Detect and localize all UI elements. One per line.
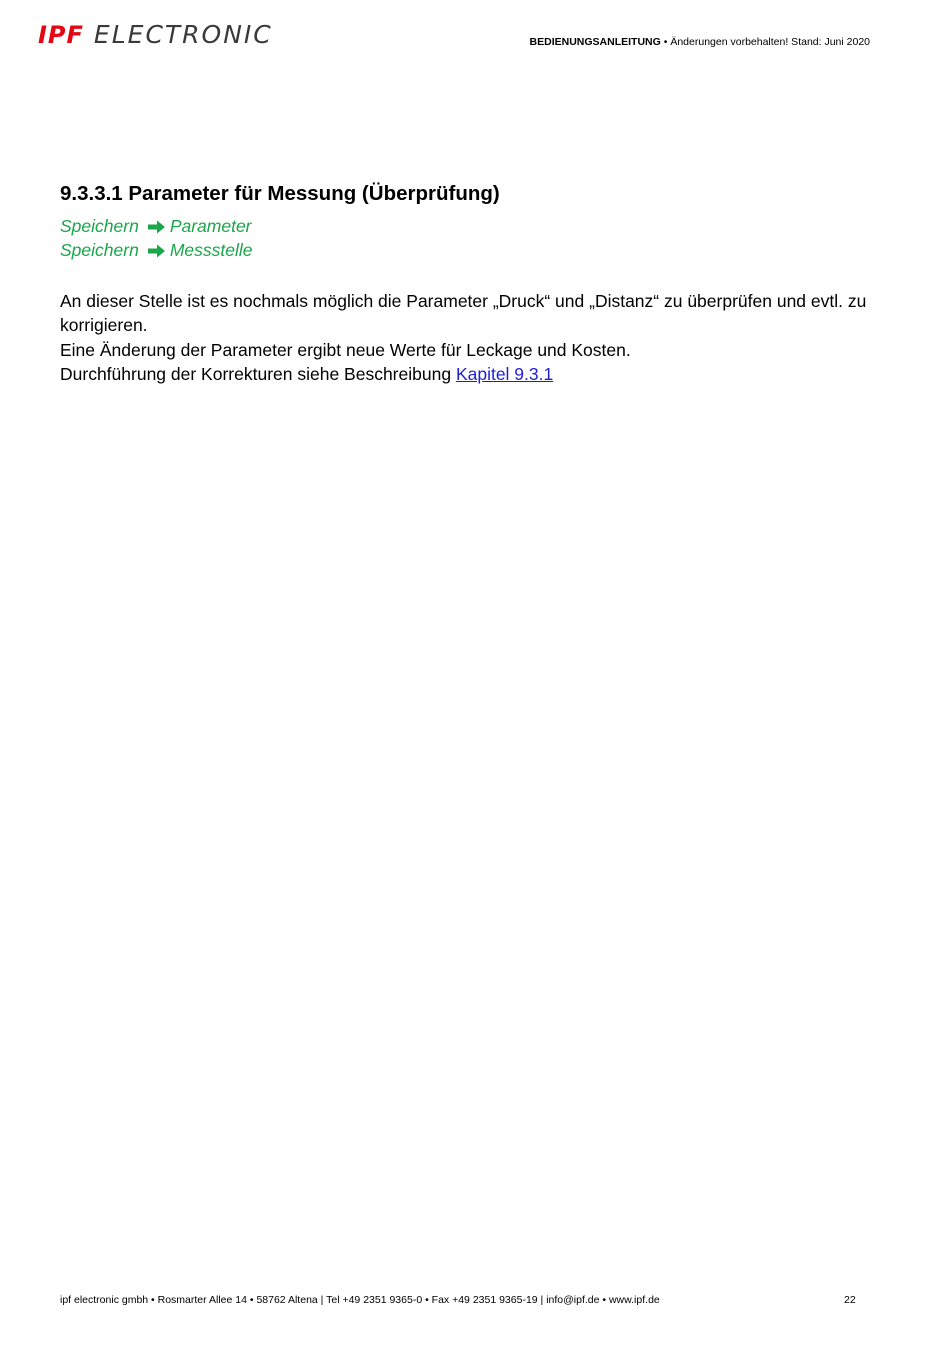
document-type: BEDIENUNGSANLEITUNG: [529, 36, 661, 48]
section-body: [60, 289, 905, 386]
company-logo: [38, 20, 273, 49]
logo-brand: IPF: [38, 21, 84, 49]
menu-path-to: Messstelle: [169, 240, 253, 260]
menu-path-parameter: [60, 216, 252, 237]
chapter-link[interactable]: Kapitel 9.3.1: [455, 363, 554, 384]
logo-word: ELECTRONIC: [93, 20, 273, 49]
page-number: 22: [844, 1294, 856, 1306]
paragraph-corrections: [60, 362, 905, 386]
arrow-right-icon: [147, 220, 166, 234]
header-bullet: •: [663, 36, 668, 48]
document-header-info: [530, 36, 870, 48]
section-heading: 9.3.3.1 Parameter für Messung (Überprüfung): [60, 182, 500, 205]
paragraph-new-values: Eine Änderung der Parameter ergibt neue Werte für Leckage und Kosten.: [60, 339, 631, 360]
menu-path-to: Parameter: [169, 216, 252, 236]
menu-path-from: Speichern: [60, 216, 139, 236]
menu-path-from: Speichern: [60, 240, 139, 260]
page-footer: ipf electronic gmbh • Rosmarter Allee 14 • 58762 Altena | Tel +49 2351 9365-0 • Fax +49 2351 9365-19 | info@ipf.de • www.ipf.de: [60, 1294, 660, 1306]
paragraph-check-parameters: An dieser Stelle ist es nochmals möglich die Parameter „Druck“ und „Distanz“ zu überprüfen und evtl. zu korrigieren.: [60, 291, 867, 336]
arrow-right-icon: [147, 244, 166, 258]
corrections-text: Durchführung der Korrekturen siehe Beschreibung: [60, 363, 452, 384]
menu-path-messstelle: [60, 240, 252, 261]
revision-notice: Änderungen vorbehalten! Stand: Juni 2020: [670, 36, 870, 48]
